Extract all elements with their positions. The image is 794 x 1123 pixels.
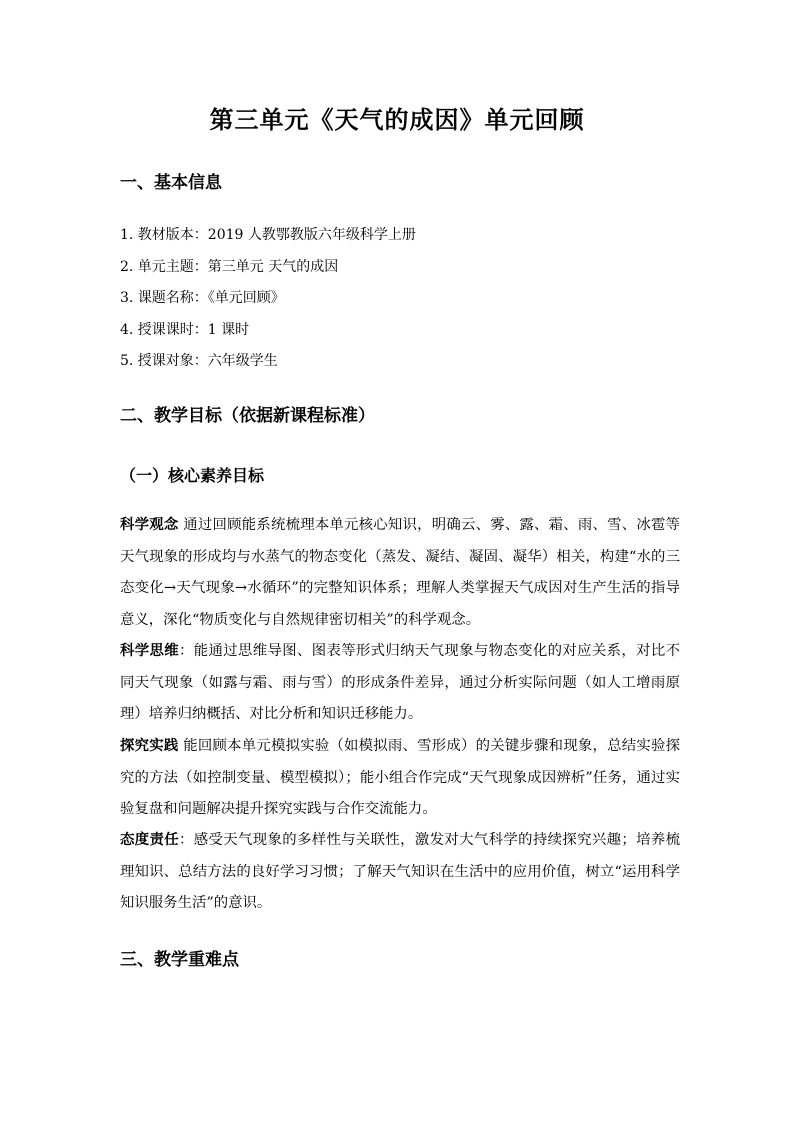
document-title: 第三单元《天气的成因》单元回顾 <box>209 106 585 134</box>
paragraph-text: 能回顾本单元模拟实验（如模拟雨、雪形成）的关键步骤和现象，总结实验探究的方法（如控制变量、模型模拟）；能小组合作完成“天气现象成因辨析”任务，通过实验复盘和问题解决提升探究实践与合作交流能力。 <box>120 738 680 817</box>
paragraph-science-thinking <box>120 636 680 731</box>
section-heading-basic-info: 一、基本信息 <box>120 173 222 193</box>
paragraph-attitude-responsibility <box>120 825 680 920</box>
section-heading-key-difficulties: 三、教学重难点 <box>120 950 239 970</box>
paragraph-science-concept <box>120 510 680 636</box>
list-item: 3. 课题名称：《单元回顾》 <box>120 290 285 306</box>
paragraph-text: ：感受天气现象的多样性与关联性，激发对大气科学的持续探究兴趣；培养梳理知识、总结方法的良好学习习惯；了解天气知识在生活中的应用价值，树立“运用科学知识服务生活”的意识。 <box>120 832 680 911</box>
paragraph-label: 科学思维 <box>120 643 179 659</box>
paragraph-text: 通过回顾能系统梳理本单元核心知识，明确云、雾、露、霜、雨、雪、冰雹等天气现象的形成均与水蒸气的物态变化（蒸发、凝结、凝固、凝华）相关，构建“水的三态变化→天气现象→水循环”的完整知识体系；理解人类掌握天气成因对生产生活的指导意义，深化“物质变化与自然规律密切相关”的科学观念。 <box>120 517 680 628</box>
list-item: 4. 授课课时：1 课时 <box>120 321 250 338</box>
section-heading-teaching-goals: 二、教学目标（依据新课程标准） <box>120 406 375 426</box>
basic-info-list <box>120 220 416 378</box>
subsection-heading-core-literacy: （一）核心素养目标 <box>120 466 265 485</box>
paragraph-label: 态度责任 <box>120 832 179 848</box>
list-item: 1. 教材版本：2019 人教鄂教版六年级科学上册 <box>120 227 416 243</box>
list-item: 5. 授课对象：六年级学生 <box>120 353 278 369</box>
paragraph-inquiry-practice <box>120 731 680 826</box>
paragraph-label: 科学观念 <box>120 517 179 533</box>
paragraph-label: 探究实践 <box>120 738 179 754</box>
paragraph-text: ：能通过思维导图、图表等形式归纳天气现象与物态变化的对应关系，对比不同天气现象（如露与霜、雨与雪）的形成条件差异，通过分析实际问题（如人工增雨原理）培养归纳概括、对比分析和知识迁移能力。 <box>120 643 680 722</box>
list-item: 2. 单元主题：第三单元 天气的成因 <box>120 258 339 275</box>
